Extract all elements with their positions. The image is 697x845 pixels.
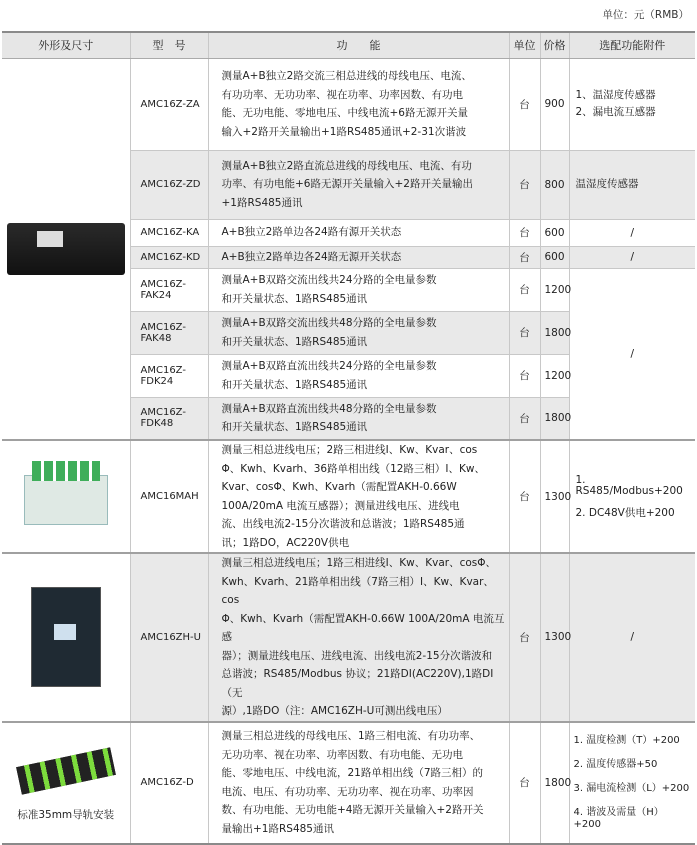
image-caption: 标准35mm导轨安装 [17,809,115,821]
function-cell: 测量A+B独立2路直流总进线的母线电压、电流、有功 功率、有功电能+6路无源开关量输入+2路开关量输出 +1路RS485通讯 [208,150,509,219]
product-image-amc16mah [2,440,130,553]
model-cell: AMC16Z-FDK24 [130,354,208,397]
options-cell: 温湿度传感器 [569,150,695,219]
unit-cell: 台 [509,311,540,354]
model-cell: AMC16Z-KA [130,219,208,246]
model-cell: AMC16Z-FAK48 [130,311,208,354]
price-cell: 1800 [540,397,569,440]
price-cell: 1300 [540,553,569,722]
device-image [16,747,116,794]
model-cell: AMC16MAH [130,440,208,553]
options-cell: / [569,553,695,722]
product-price-table [2,31,695,845]
device-image [31,587,101,687]
header-appearance: 外形及尺寸 [2,32,130,58]
unit-cell: 台 [509,268,540,311]
unit-cell: 台 [509,354,540,397]
price-cell: 1800 [540,311,569,354]
unit-cell: 台 [509,553,540,722]
price-cell: 1800 [540,722,569,844]
model-cell: AMC16Z-D [130,722,208,844]
options-cell: 1. RS485/Modbus+200 2. DC48V供电+200 [569,440,695,553]
options-cell: / [569,246,695,268]
currency-unit-note: 单位：元（RMB） [602,9,689,21]
function-cell: 测量A+B双路交流出线共24分路的全电量参数 和开关量状态、1路RS485通讯 [208,268,509,311]
table-row [2,58,695,150]
device-image [18,457,114,537]
price-cell: 1200 [540,354,569,397]
product-image-amc16z [2,58,130,440]
function-cell: 测量三相总进线的母线电压、1路三相电流、有功功率、 无功功率、视在功率、功率因数、有功电能、无功电 能、零地电压、中线电流，21路单相出线（7路三相）的 电流、电压、有功功率、无功功率、视在功率、功率因 数、有功电能、无功电能+4路无源开关量输入+2路开关 量输出+1路RS485通讯 [208,722,509,844]
price-cell: 600 [540,246,569,268]
function-cell: 测量A+B双路交流出线共48分路的全电量参数 和开关量状态、1路RS485通讯 [208,311,509,354]
header-model: 型 号 [130,32,208,58]
function-cell: A+B独立2路单边各24路有源开关状态 [208,219,509,246]
function-cell: 测量A+B双路直流出线共48分路的全电量参数 和开关量状态、1路RS485通讯 [208,397,509,440]
header-price: 价格 [540,32,569,58]
model-cell: AMC16Z-ZD [130,150,208,219]
header-options: 选配功能附件 [569,32,695,58]
table-row [2,440,695,553]
unit-cell: 台 [509,397,540,440]
unit-cell: 台 [509,722,540,844]
product-image-amc16zh-u [2,553,130,722]
table-row [2,722,695,844]
unit-cell: 台 [509,246,540,268]
function-cell: 测量三相总进线电压；1路三相进线I、Kw、Kvar、cosΦ、 Kwh、Kvarh、21路单相出线（7路三相）I、Kw、Kvar、cos Φ、Kwh、Kvarh（需配置AKH-0.66W 100A/20mA 电流互感 器）；测量进线电压、进线电流、出线电流2-15分次谐波和 总谐波；RS485/Modbus 协议；21路DI(AC220V),1路DI（无 源）,1路DO（注：AMC16ZH-U可测出线电压） [208,553,509,722]
model-cell: AMC16ZH-U [130,553,208,722]
unit-cell: 台 [509,440,540,553]
unit-cell: 台 [509,58,540,150]
function-cell: A+B独立2路单边各24路无源开关状态 [208,246,509,268]
unit-cell: 台 [509,150,540,219]
options-cell: / [569,219,695,246]
model-cell: AMC16Z-ZA [130,58,208,150]
header-function: 功 能 [208,32,509,58]
price-cell: 800 [540,150,569,219]
model-cell: AMC16Z-KD [130,246,208,268]
device-image [7,223,125,275]
price-cell: 1200 [540,268,569,311]
function-cell: 测量A+B独立2路交流三相总进线的母线电压、电流、 有功功率、无功功率、视在功率、功率因数、有功电 能、无功电能、零地电压、中线电流+6路无源开关量 输入+2路开关量输出+1路RS485通讯+2-31次谐波 [208,58,509,150]
model-cell: AMC16Z-FDK48 [130,397,208,440]
price-cell: 600 [540,219,569,246]
options-cell: 1、温湿度传感器 2、漏电流互感器 [569,58,695,150]
price-cell: 900 [540,58,569,150]
options-cell: 1. 温度检测（T）+200 2. 温度传感器+50 3. 漏电流检测（L）+200 4. 谐波及需量（H）+200 [569,722,695,844]
header-unit: 单位 [509,32,540,58]
unit-cell: 台 [509,219,540,246]
price-cell: 1300 [540,440,569,553]
product-image-amc16z-d [2,722,130,844]
function-cell: 测量三相总进线电压；2路三相进线I、Kw、Kvar、cos Φ、Kwh、Kvarh、36路单相出线（12路三相）I、Kw、 Kvar、cosΦ、Kwh、Kvarh（需配置AKH-0.66W 100A/20mA 电流互感器）；测量进线电压、进线电 流、出线电流2-15分次谐波和总谐波；1路RS485通 讯；1路DO，AC220V供电 [208,440,509,553]
function-cell: 测量A+B双路直流出线共24分路的全电量参数 和开关量状态、1路RS485通讯 [208,354,509,397]
model-cell: AMC16Z-FAK24 [130,268,208,311]
table-row [2,553,695,722]
options-cell: / [569,268,695,440]
